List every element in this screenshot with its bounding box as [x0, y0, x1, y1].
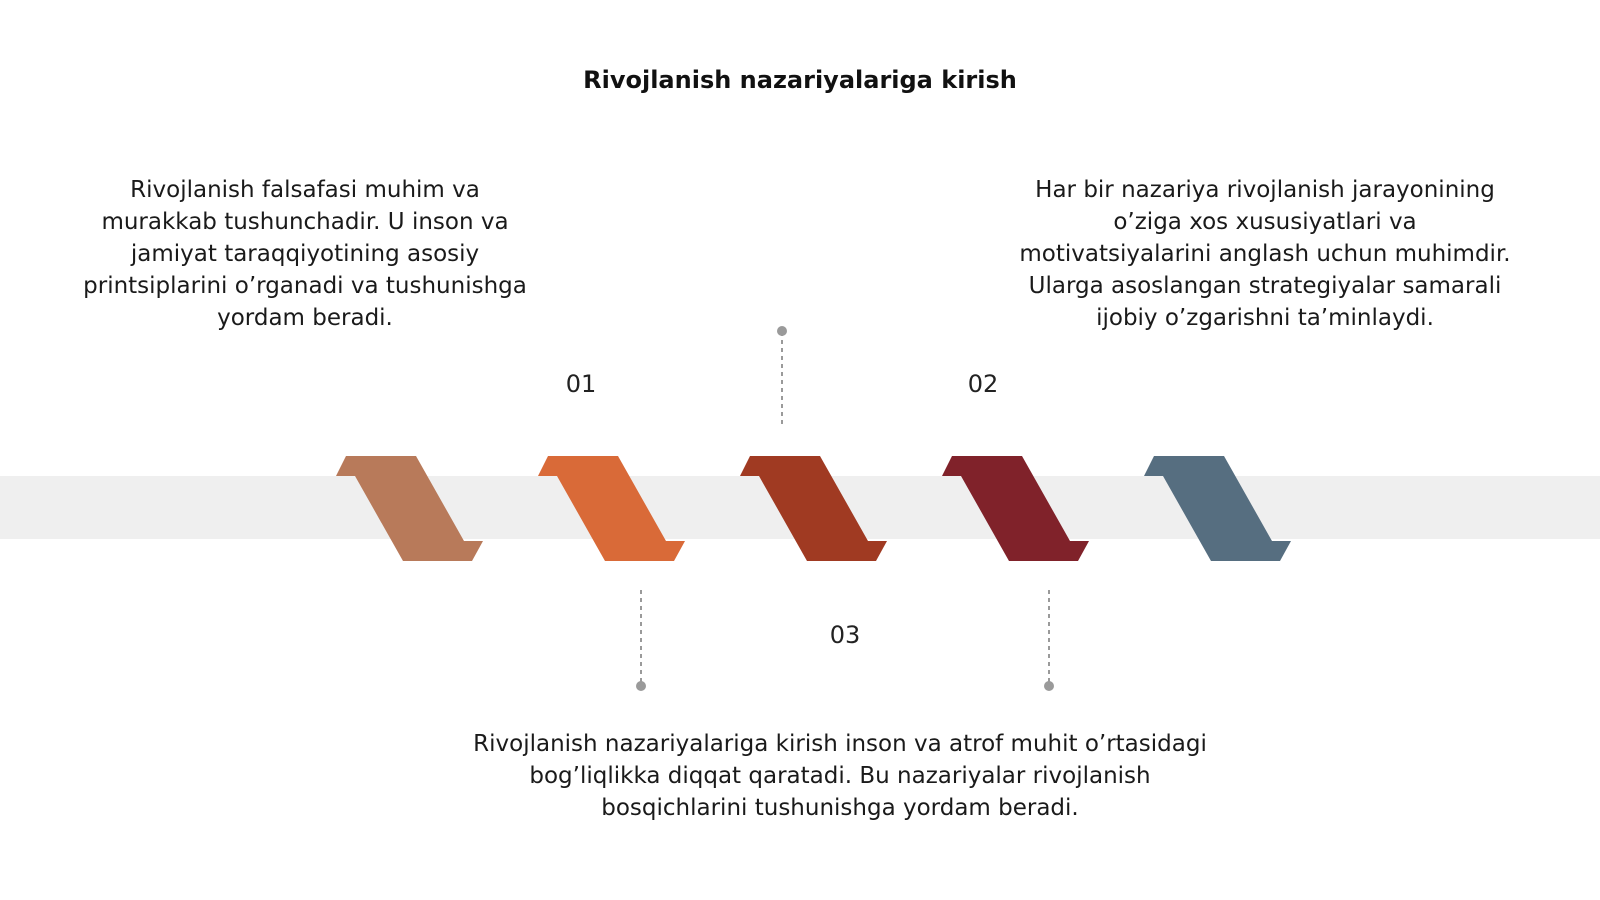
- step-1-number: 01: [565, 370, 597, 398]
- connector-bottom-right: [1044, 590, 1054, 691]
- timeline-shape-3: [740, 456, 887, 561]
- timeline-shape-5: [1144, 456, 1291, 561]
- step-2-number: 02: [967, 370, 999, 398]
- step-2-description: Har bir nazariya rivojlanish jarayonining o’ziga xos xususiyatlari va motivatsiyalarini anglash uchun muhimdir. Ularga asoslangan strategiyalar samarali ijobiy o’zgarishni ta’minlaydi.: [1019, 177, 1511, 331]
- step-3-description: Rivojlanish nazariyalariga kirish inson va atrof muhit o’rtasidagi bog’liqlikka diqqat qaratadi. Bu nazariyalar rivojlanish bosqichlarini tushunishga yordam beradi.: [473, 731, 1207, 821]
- timeline-shape-4: [942, 456, 1089, 561]
- step-3-number: 03: [829, 621, 861, 649]
- page-title: Rivojlanish nazariyalariga kirish: [583, 66, 1017, 94]
- connector-top: [777, 326, 787, 428]
- timeline-shape-1: [336, 456, 483, 561]
- timeline-shape-2: [538, 456, 685, 561]
- step-1-description: Rivojlanish falsafasi muhim va murakkab tushunchadir. U inson va jamiyat taraqqiyotining asosiy printsiplarini o’rganadi va tushunishga yordam beradi.: [83, 177, 527, 331]
- connector-bottom-left: [636, 590, 646, 691]
